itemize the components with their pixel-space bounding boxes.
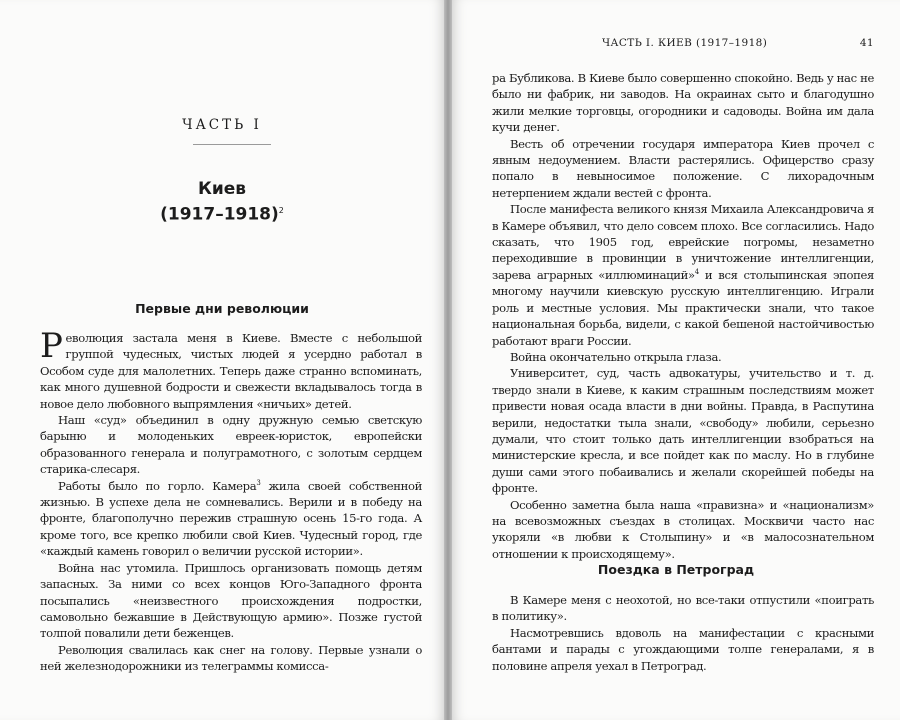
book-spine-gutter <box>444 0 452 720</box>
paragraph-4: Война нас утомила. Пришлось организовать помощь детям запасных. За ними со всех концов Юго-Западного фронта посыпались «неизвестного происхождения подростки, самовольно бежавшие в Действующую армию». Позже густой толпой повалили дети беженцев. <box>40 560 422 641</box>
right-page <box>452 0 900 720</box>
paragraph-3-rest: жила своей собственной жизнью. В успехе дела не сомневались. Верили и в победу на фронте, благополучно пережив страшную осень 15-го года. А кроме того, все крепко любили свой Киев. Чудесный город, где «каждый камень говорил о величии русской истории». <box>40 478 422 559</box>
paragraph-nationalism: Особенно заметна была наша «правизна» и «национализм» на всевозможных съездах в столицах. Москвичи часто нас укоряли «в любви к Столыпину» и «в малосознательном отношении к происходящему». <box>492 497 874 561</box>
chapter-footnote-marker: 2 <box>278 206 284 215</box>
paragraph-2: Наш «суд» объединил в одну дружную семью светскую барыню и молоденьких евреек-юристок, европейски образованного генерала и полуграмотного, с золотым сердцем старика-слесаря. <box>40 413 422 477</box>
paragraph-abdication: Весть об отречении государя императора Киев прочел с явным недоумением. Власти растерялись. Офицерство сразу попало в невыносимое положение. С лихорадочным нетерпением ждали вестей с фронта. <box>492 136 874 200</box>
right-section-column <box>492 592 874 674</box>
paragraph-manifesto-start: После манифеста великого князя Михаила Александровича я в Камере объявил, что дело совсем плохо. Все согласились. Надо сказать, что 1905 год, еврейские погромы, незаметно переходившие в провинции в уничтожение интеллигенции, зарева аграрных «иллюминаций» <box>492 202 874 282</box>
paragraph-university: Университет, суд, часть адвокатуры, учительство и т. д. твердо знали в Киеве, к каким страшным последствиям может привести новая осада власти в дни войны. Правда, в Распутина верили, недостатки тыла знали, «свободу» любили, серьезно думали, что стоит только дать интеллигенции взобраться на министерские кресла, и все пойдет как по маслу. Но в глубине души сами этого побаивались и желали скорейшей победы на фронте. <box>492 366 874 496</box>
section-heading-revolution: Первые дни революции <box>135 301 309 316</box>
paragraph-war: Война окончательно открыла глаза. <box>510 349 722 364</box>
footnote-marker-4: 4 <box>694 268 699 277</box>
part-title: ЧАСТЬ I <box>182 117 262 133</box>
chapter-name: Киев <box>197 179 247 199</box>
part-divider <box>193 144 271 145</box>
footnote-marker-3: 3 <box>256 478 261 487</box>
running-title: ЧАСТЬ I. КИЕВ (1917–1918) <box>602 37 768 49</box>
paragraph-continued: ра Бубликова. В Киеве было совершенно спокойно. Ведь у нас не было ни фабрик, ни заводов. На окраинах сыто и благодушно жили мелкие торговцы, огородники и садоводы. Война им дала кучи денег. <box>492 71 874 135</box>
paragraph-chamber: В Камере меня с неохотой, но все-таки отпустили «поиграть в политику». <box>492 593 874 624</box>
page-number: 41 <box>859 37 874 49</box>
paragraph-manifesto <box>492 201 874 349</box>
paragraph-5: Революция свалилась как снег на голову. Первые узнали о ней железнодорожники из телеграммы комисса- <box>40 642 422 674</box>
chapter-years-line <box>0 200 444 226</box>
paragraph-manifesto-rest: и вся столыпинская эпопея многому научили киевскую русскую интеллигенцию. Играли роль и местные условия. Мы практически знали, что такое национальная борьба, видели, с какой бешеной настойчивостью работают враги России. <box>492 267 874 348</box>
left-page <box>0 0 444 720</box>
paragraph-1-text: еволюция застала меня в Киеве. Вместе с небольшой группой чудесных, чистых людей я усердно работал в Особом суде для малолетних. Теперь даже странно вспоминать, как много душевной бодрости и свежести вкладывалось тогда в новое дело любовного выпрямления «ничьих» детей. <box>40 331 422 411</box>
paragraph-3 <box>40 478 422 560</box>
drop-cap: Р <box>40 326 63 366</box>
paragraph-departure: Насмотревшись вдоволь на манифестации с красными бантами и парады с угождающими толпе генералами, я в половине апреля уехал в Петроград. <box>492 625 874 673</box>
left-text-column <box>40 326 422 675</box>
section-heading-petrograd: Поездка в Петроград <box>597 562 755 577</box>
chapter-title <box>0 178 444 226</box>
paragraph-1 <box>40 326 422 412</box>
chapter-years: (1917–1918) <box>160 204 279 225</box>
paragraph-3-start: Работы было по горло. Камера <box>58 478 257 493</box>
right-text-column <box>492 70 874 562</box>
